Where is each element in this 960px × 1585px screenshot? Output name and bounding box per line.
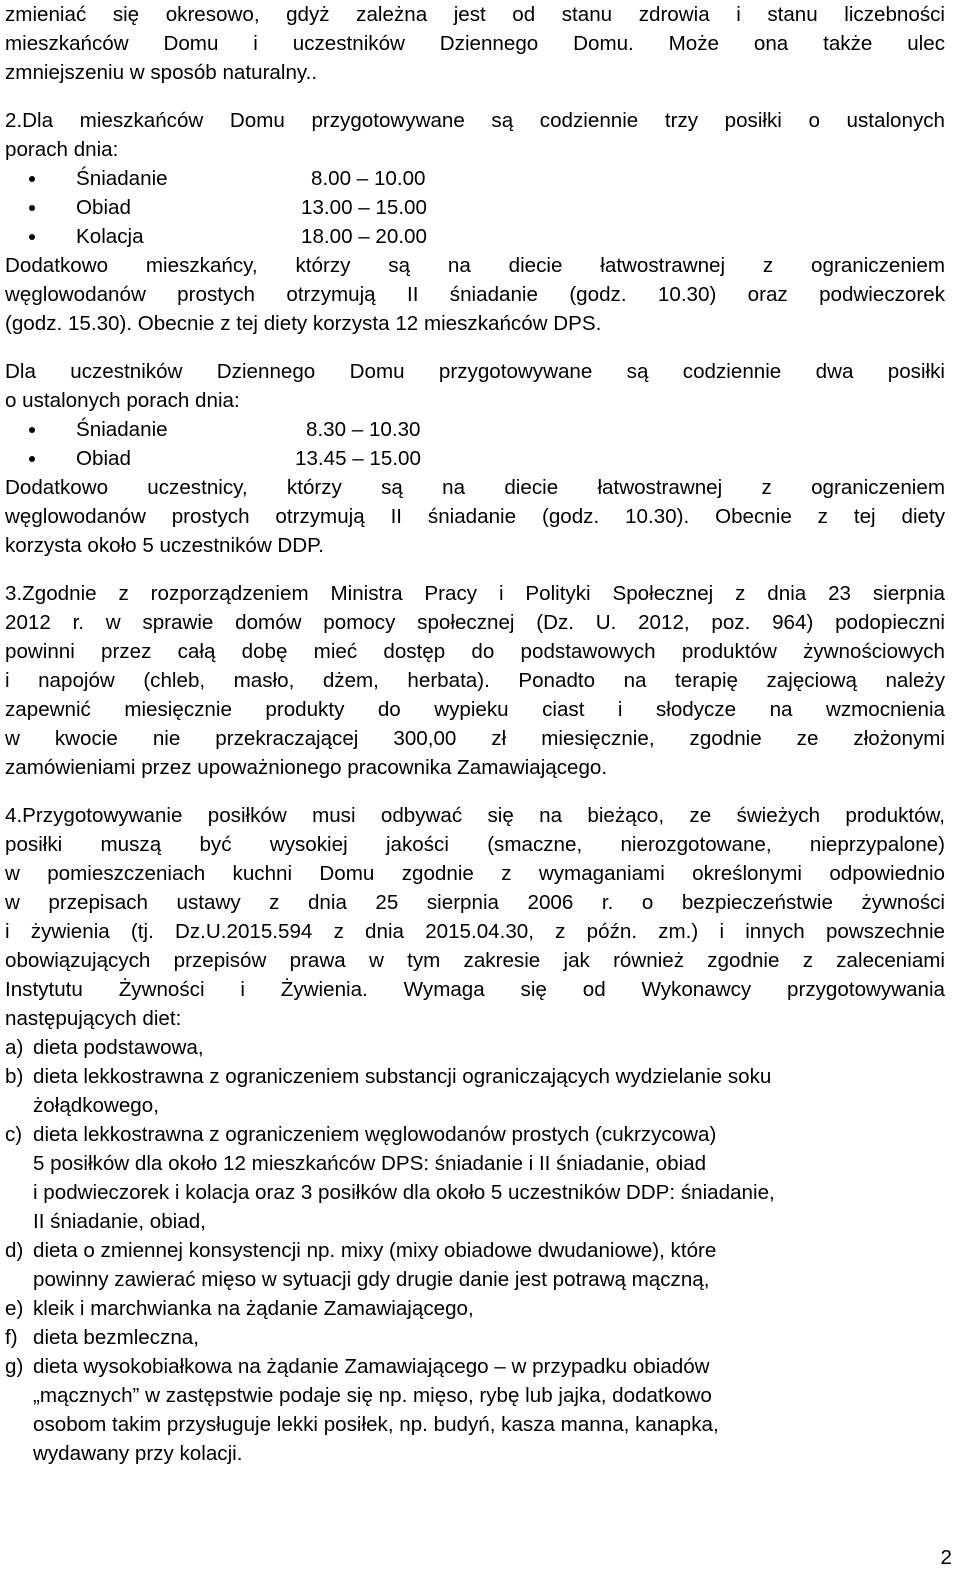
paragraph-line: 4.Przygotowywanie posiłków musi odbywać się na bieżąco, ze świeżych produktów, bbox=[5, 804, 945, 827]
meal-item: Śniadanie 8.30 – 10.30 bbox=[5, 415, 945, 444]
paragraph-line: obowiązujących przepisów prawa w tym zakresie jak również zgodnie z zaleceniami bbox=[5, 949, 945, 972]
bullet-icon bbox=[29, 205, 35, 211]
diet-item-e: e) kleik i marchwianka na żądanie Zamawiającego, bbox=[5, 1297, 474, 1320]
paragraph-line: i żywienia (tj. Dz.U.2015.594 z dnia 2015.04.30, z późn. zm.) i innych powszechnie bbox=[5, 920, 945, 943]
meal-item: Śniadanie 8.00 – 10.00 bbox=[5, 164, 945, 193]
diet-item-c-cont: i podwieczorek i kolacja oraz 3 posiłków dla około 5 uczestników DDP: śniadanie, bbox=[33, 1181, 775, 1204]
paragraph-line: zamówieniami przez upoważnionego pracownika Zamawiającego. bbox=[5, 756, 608, 779]
meal-item: Obiad 13.00 – 15.00 bbox=[5, 193, 945, 222]
diet-item-b: b) dieta lekkostrawna z ograniczeniem substancji ograniczających wydzielanie soku bbox=[5, 1065, 772, 1088]
paragraph-line: 2012 r. w sprawie domów pomocy społecznej (Dz. U. 2012, poz. 964) podopieczni bbox=[5, 611, 945, 634]
paragraph-line: o ustalonych porach dnia: bbox=[5, 389, 240, 412]
diet-item-g-cont: „mącznych” w zastępstwie podaje się np. mięso, rybę lub jajka, dodatkowo bbox=[33, 1384, 712, 1407]
paragraph-line: mieszkańców Domu i uczestników Dziennego Domu. Może ona także ulec bbox=[5, 32, 945, 55]
paragraph-line: Dodatkowo mieszkańcy, którzy są na diecie łatwostrawnej z ograniczeniem bbox=[5, 254, 945, 277]
document-page bbox=[5, 0, 945, 1468]
paragraph-line: powinni przez całą dobę mieć dostęp do podstawowych produktów żywnościowych bbox=[5, 640, 945, 663]
paragraph-line: porach dnia: bbox=[5, 138, 119, 161]
diet-item-d: d) dieta o zmiennej konsystencji np. mixy (mixy obiadowe dwudaniowe), które bbox=[5, 1239, 717, 1262]
diet-item-c-cont: II śniadanie, obiad, bbox=[33, 1210, 206, 1233]
bullet-icon bbox=[29, 456, 35, 462]
paragraph-line: Dodatkowo uczestnicy, którzy są na diecie łatwostrawnej z ograniczeniem bbox=[5, 476, 945, 499]
paragraph-line: zmieniać się okresowo, gdyż zależna jest od stanu zdrowia i stanu liczebności bbox=[5, 3, 945, 26]
meal-item: Kolacja 18.00 – 20.00 bbox=[5, 222, 945, 251]
paragraph-line: 3.Zgodnie z rozporządzeniem Ministra Pracy i Polityki Społecznej z dnia 23 sierpnia bbox=[5, 582, 945, 605]
paragraph-line: następujących diet: bbox=[5, 1007, 182, 1030]
paragraph-line: węglowodanów prostych otrzymują II śniadanie (godz. 10.30) oraz podwieczorek bbox=[5, 283, 945, 306]
bullet-icon bbox=[29, 176, 35, 182]
page-number: 2 bbox=[940, 1546, 952, 1569]
paragraph-line: 2.Dla mieszkańców Domu przygotowywane są codziennie trzy posiłki o ustalonych bbox=[5, 109, 945, 132]
paragraph-line: zmniejszeniu w sposób naturalny.. bbox=[5, 61, 318, 84]
diet-item-b-cont: żołądkowego, bbox=[33, 1094, 159, 1117]
diet-item-f: f) dieta bezmleczna, bbox=[5, 1326, 199, 1349]
paragraph-line: posiłki muszą być wysokiej jakości (smaczne, nierozgotowane, nieprzypalone) bbox=[5, 833, 945, 856]
paragraph-line: korzysta około 5 uczestników DDP. bbox=[5, 534, 324, 557]
paragraph-line: Dla uczestników Dziennego Domu przygotowywane są codziennie dwa posiłki bbox=[5, 360, 945, 383]
paragraph-line: i napojów (chleb, masło, dżem, herbata). Ponadto na terapię zajęciową należy bbox=[5, 669, 945, 692]
bullet-icon bbox=[29, 427, 35, 433]
paragraph-line: w kwocie nie przekraczającej 300,00 zł miesięcznie, zgodnie ze złożonymi bbox=[5, 727, 945, 750]
meal-item: Obiad 13.45 – 15.00 bbox=[5, 444, 945, 473]
paragraph-line: w przepisach ustawy z dnia 25 sierpnia 2006 r. o bezpieczeństwie żywności bbox=[5, 891, 945, 914]
diet-item-d-cont: powinny zawierać mięso w sytuacji gdy drugie danie jest potrawą mączną, bbox=[33, 1268, 710, 1291]
bullet-icon bbox=[29, 234, 35, 240]
diet-item-g-cont: wydawany przy kolacji. bbox=[33, 1442, 243, 1465]
paragraph-line: zapewnić miesięcznie produkty do wypieku ciast i słodycze na wzmocnienia bbox=[5, 698, 945, 721]
diet-item-a: a) dieta podstawowa, bbox=[5, 1036, 204, 1059]
diet-item-g-cont: osobom takim przysługuje lekki posiłek, np. budyń, kasza manna, kanapka, bbox=[33, 1413, 719, 1436]
paragraph-line: (godz. 15.30). Obecnie z tej diety korzysta 12 mieszkańców DPS. bbox=[5, 312, 602, 335]
diet-item-c: c) dieta lekkostrawna z ograniczeniem węglowodanów prostych (cukrzycowa) bbox=[5, 1123, 717, 1146]
paragraph-line: węglowodanów prostych otrzymują II śniadanie (godz. 10.30). Obecnie z tej diety bbox=[5, 505, 945, 528]
diet-item-g: g) dieta wysokobiałkowa na żądanie Zamawiającego – w przypadku obiadów bbox=[5, 1355, 710, 1378]
diet-item-c-cont: 5 posiłków dla około 12 mieszkańców DPS: śniadanie i II śniadanie, obiad bbox=[33, 1152, 707, 1175]
paragraph-line: w pomieszczeniach kuchni Domu zgodnie z wymaganiami określonymi odpowiednio bbox=[5, 862, 945, 885]
paragraph-line: Instytutu Żywności i Żywienia. Wymaga się od Wykonawcy przygotowywania bbox=[5, 978, 945, 1001]
